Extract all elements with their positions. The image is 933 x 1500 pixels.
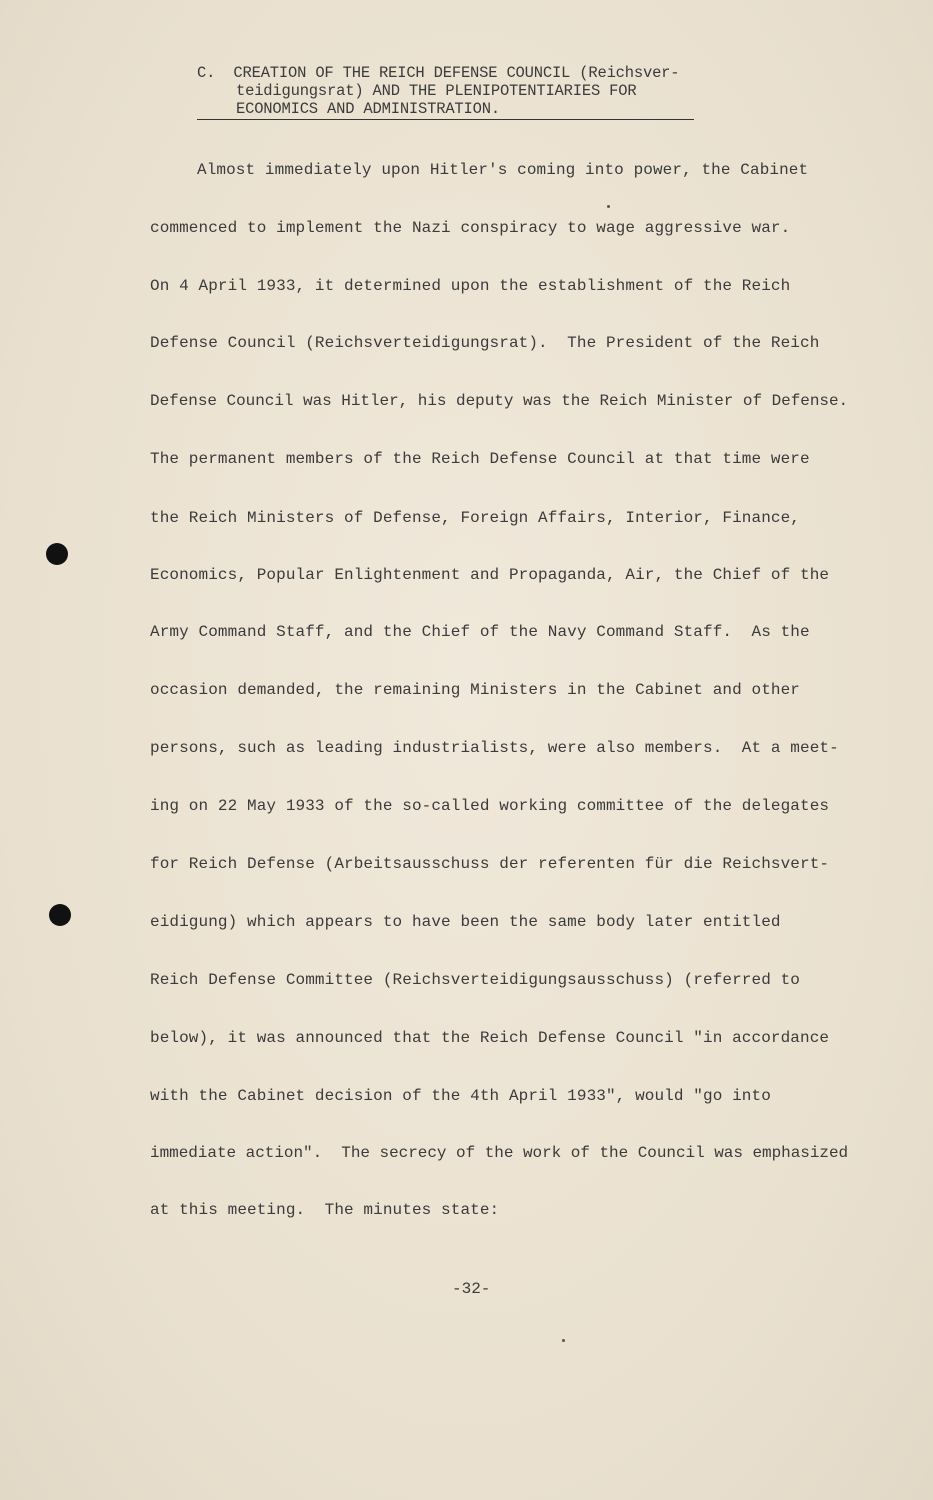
section-heading [197, 64, 717, 120]
body-line: ing on 22 May 1933 of the so-called working committee of the delegates [150, 797, 830, 815]
body-line: at this meeting. The minutes state: [150, 1201, 500, 1219]
body-line: Army Command Staff, and the Chief of the Navy Command Staff. As the [150, 623, 810, 641]
body-line: Economics, Popular Enlightenment and Propaganda, Air, the Chief of the [150, 566, 830, 584]
body-line: below), it was announced that the Reich Defense Council "in accordance [150, 1029, 830, 1047]
page-number: -32- [452, 1280, 491, 1298]
body-line: immediate action". The secrecy of the work of the Council was emphasized [150, 1144, 849, 1162]
paper-speck [607, 205, 610, 208]
paper-speck [562, 1339, 565, 1342]
heading-line-2: teidigungsrat) AND THE PLENIPOTENTIARIES FOR [236, 82, 637, 100]
body-line: commenced to implement the Nazi conspiracy to wage aggressive war. [150, 219, 791, 237]
body-line: eidigung) which appears to have been the same body later entitled [150, 913, 781, 931]
body-line: persons, such as leading industrialists, were also members. At a meet- [150, 739, 839, 757]
body-line: On 4 April 1933, it determined upon the establishment of the Reich [150, 277, 791, 295]
punch-hole-lower [49, 904, 71, 926]
body-line: with the Cabinet decision of the 4th April 1933", would "go into [150, 1087, 771, 1105]
body-line: the Reich Ministers of Defense, Foreign Affairs, Interior, Finance, [150, 509, 801, 527]
body-line: The permanent members of the Reich Defense Council at that time were [150, 450, 810, 468]
punch-hole-upper [46, 543, 68, 565]
body-line: occasion demanded, the remaining Ministers in the Cabinet and other [150, 681, 801, 699]
heading-line-1: C. CREATION OF THE REICH DEFENSE COUNCIL (Reichsver- [197, 64, 680, 82]
body-line: Defense Council (Reichsverteidigungsrat). The President of the Reich [150, 334, 820, 352]
body-line: Defense Council was Hitler, his deputy was the Reich Minister of Defense. [150, 392, 849, 410]
body-line: Reich Defense Committee (Reichsverteidigungsausschuss) (referred to [150, 971, 801, 989]
body-line: Almost immediately upon Hitler's coming into power, the Cabinet [197, 161, 809, 179]
body-line: for Reich Defense (Arbeitsausschuss der referenten für die Reichsvert- [150, 855, 830, 873]
heading-line-3: ECONOMICS AND ADMINISTRATION. [197, 100, 694, 120]
